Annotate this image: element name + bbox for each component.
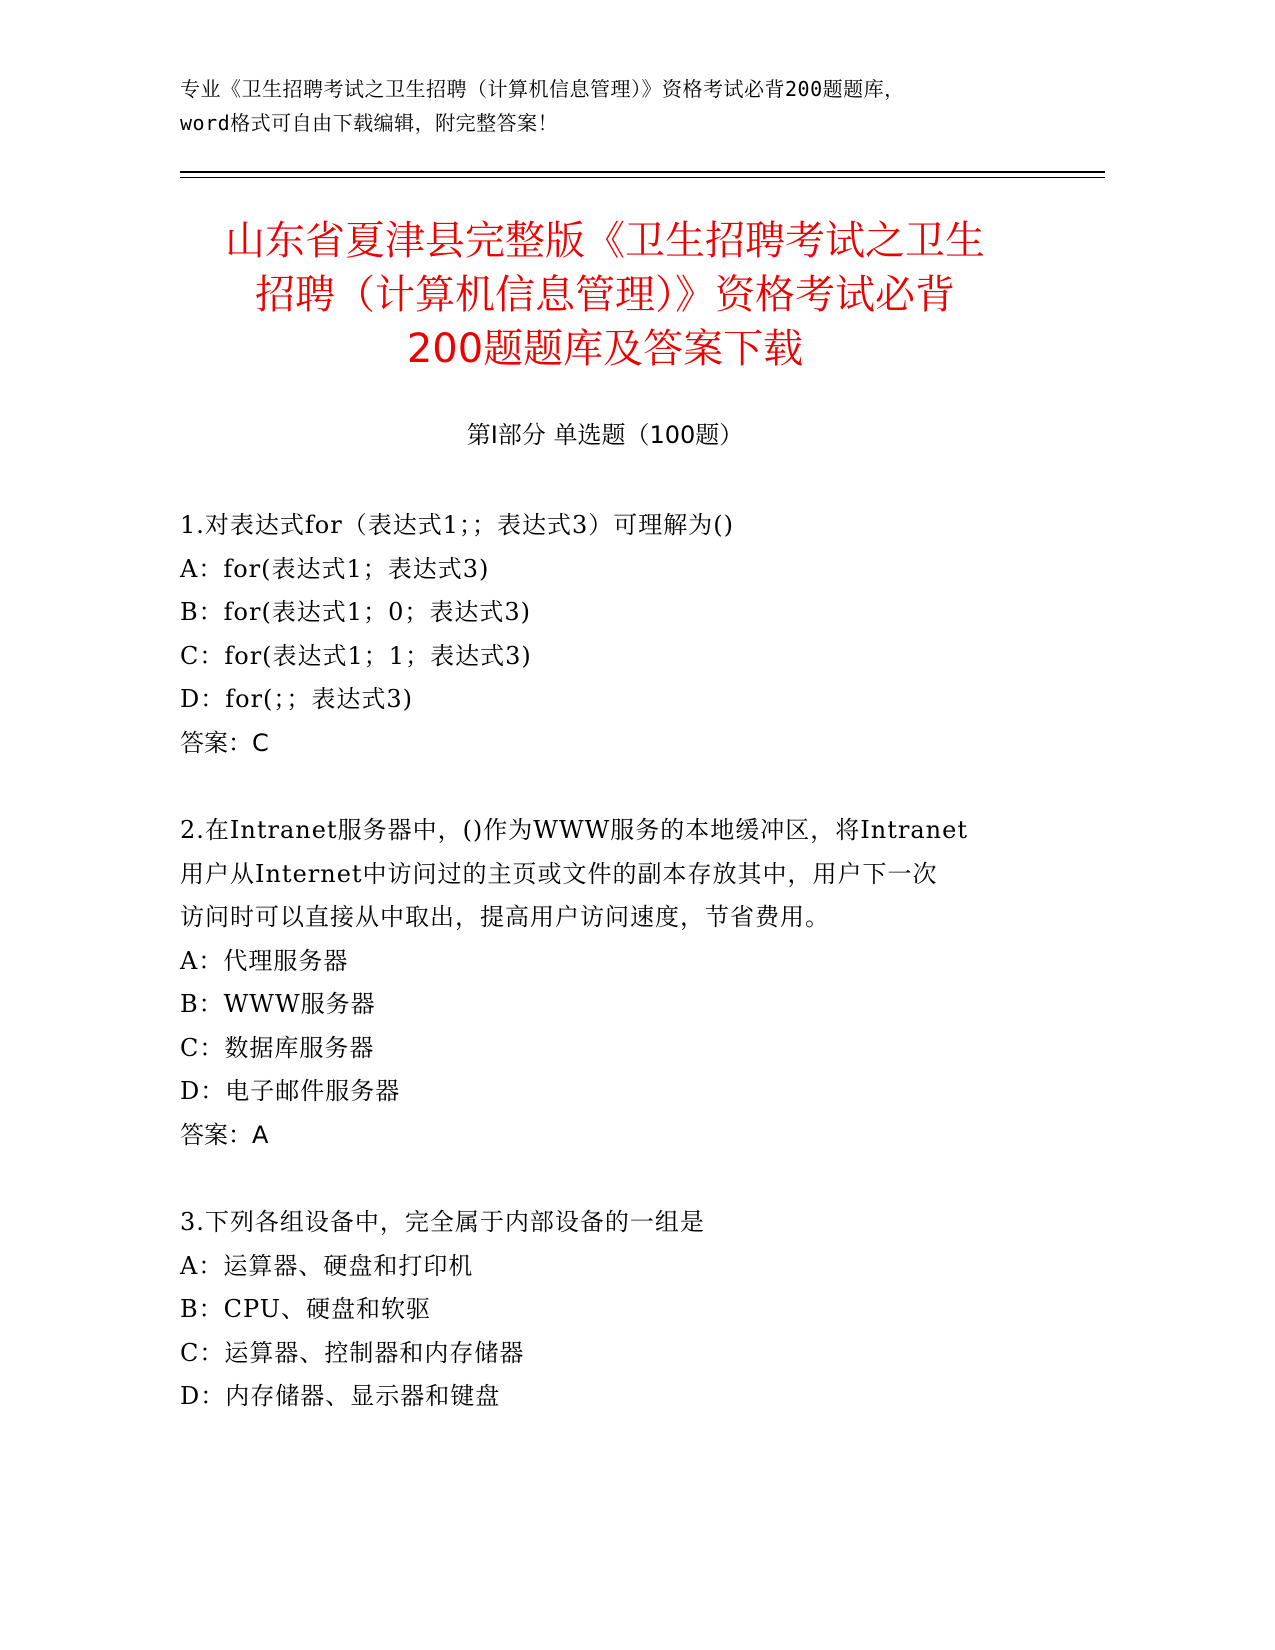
question-2-option-d: D：电子邮件服务器 <box>180 1077 401 1105</box>
question-3-option-c: C：运算器、控制器和内存储器 <box>180 1339 525 1367</box>
question-2-stem-line-3: 访问时可以直接从中取出，提高用户访问速度，节省费用。 <box>180 903 830 931</box>
question-3-option-d: D：内存储器、显示器和键盘 <box>180 1382 501 1410</box>
header-divider-thick <box>180 171 1105 173</box>
question-1-option-b: B：for(表达式1；0；表达式3) <box>180 598 531 626</box>
document-title-line-2: 招聘（计算机信息管理）》资格考试必背 <box>255 272 955 318</box>
question-1-answer: 答案：C <box>180 729 269 757</box>
question-1-option-a: A：for(表达式1；表达式3) <box>180 555 490 583</box>
question-3-stem: 3.下列各组设备中，完全属于内部设备的一组是 <box>180 1208 705 1236</box>
section-heading: 第Ⅰ部分 单选题（100题） <box>466 421 744 449</box>
document-title-line-1: 山东省夏津县完整版《卫生招聘考试之卫生 <box>225 218 985 264</box>
question-2-stem-line-2: 用户从Internet中访问过的主页或文件的副本存放其中，用户下一次 <box>180 860 938 888</box>
document-title-line-3: 200题题库及答案下载 <box>406 326 804 372</box>
question-1-option-c: C：for(表达式1；1；表达式3) <box>180 642 532 670</box>
header-note <box>180 72 1100 140</box>
question-3-option-b: B：CPU、硬盘和软驱 <box>180 1295 431 1323</box>
header-divider-thin <box>180 177 1105 178</box>
question-2-option-c: C：数据库服务器 <box>180 1034 375 1062</box>
question-2-option-a: A：代理服务器 <box>180 947 349 975</box>
question-1-stem: 1.对表达式for（表达式1；；表达式3）可理解为() <box>180 511 734 539</box>
question-3-option-a: A：运算器、硬盘和打印机 <box>180 1252 474 1280</box>
question-1-option-d: D：for(；；表达式3) <box>180 685 414 713</box>
question-2-answer: 答案：A <box>180 1121 269 1149</box>
header-note-line-2: word格式可自由下载编辑，附完整答案！ <box>180 111 559 135</box>
question-2-option-b: B：WWW服务器 <box>180 990 376 1018</box>
question-2-stem-line-1: 2.在Intranet服务器中，()作为WWW服务的本地缓冲区，将Intranet <box>180 816 968 844</box>
header-note-line-1: 专业《卫生招聘考试之卫生招聘（计算机信息管理）》资格考试必背200题题库， <box>180 77 905 101</box>
document-title <box>160 214 1050 376</box>
